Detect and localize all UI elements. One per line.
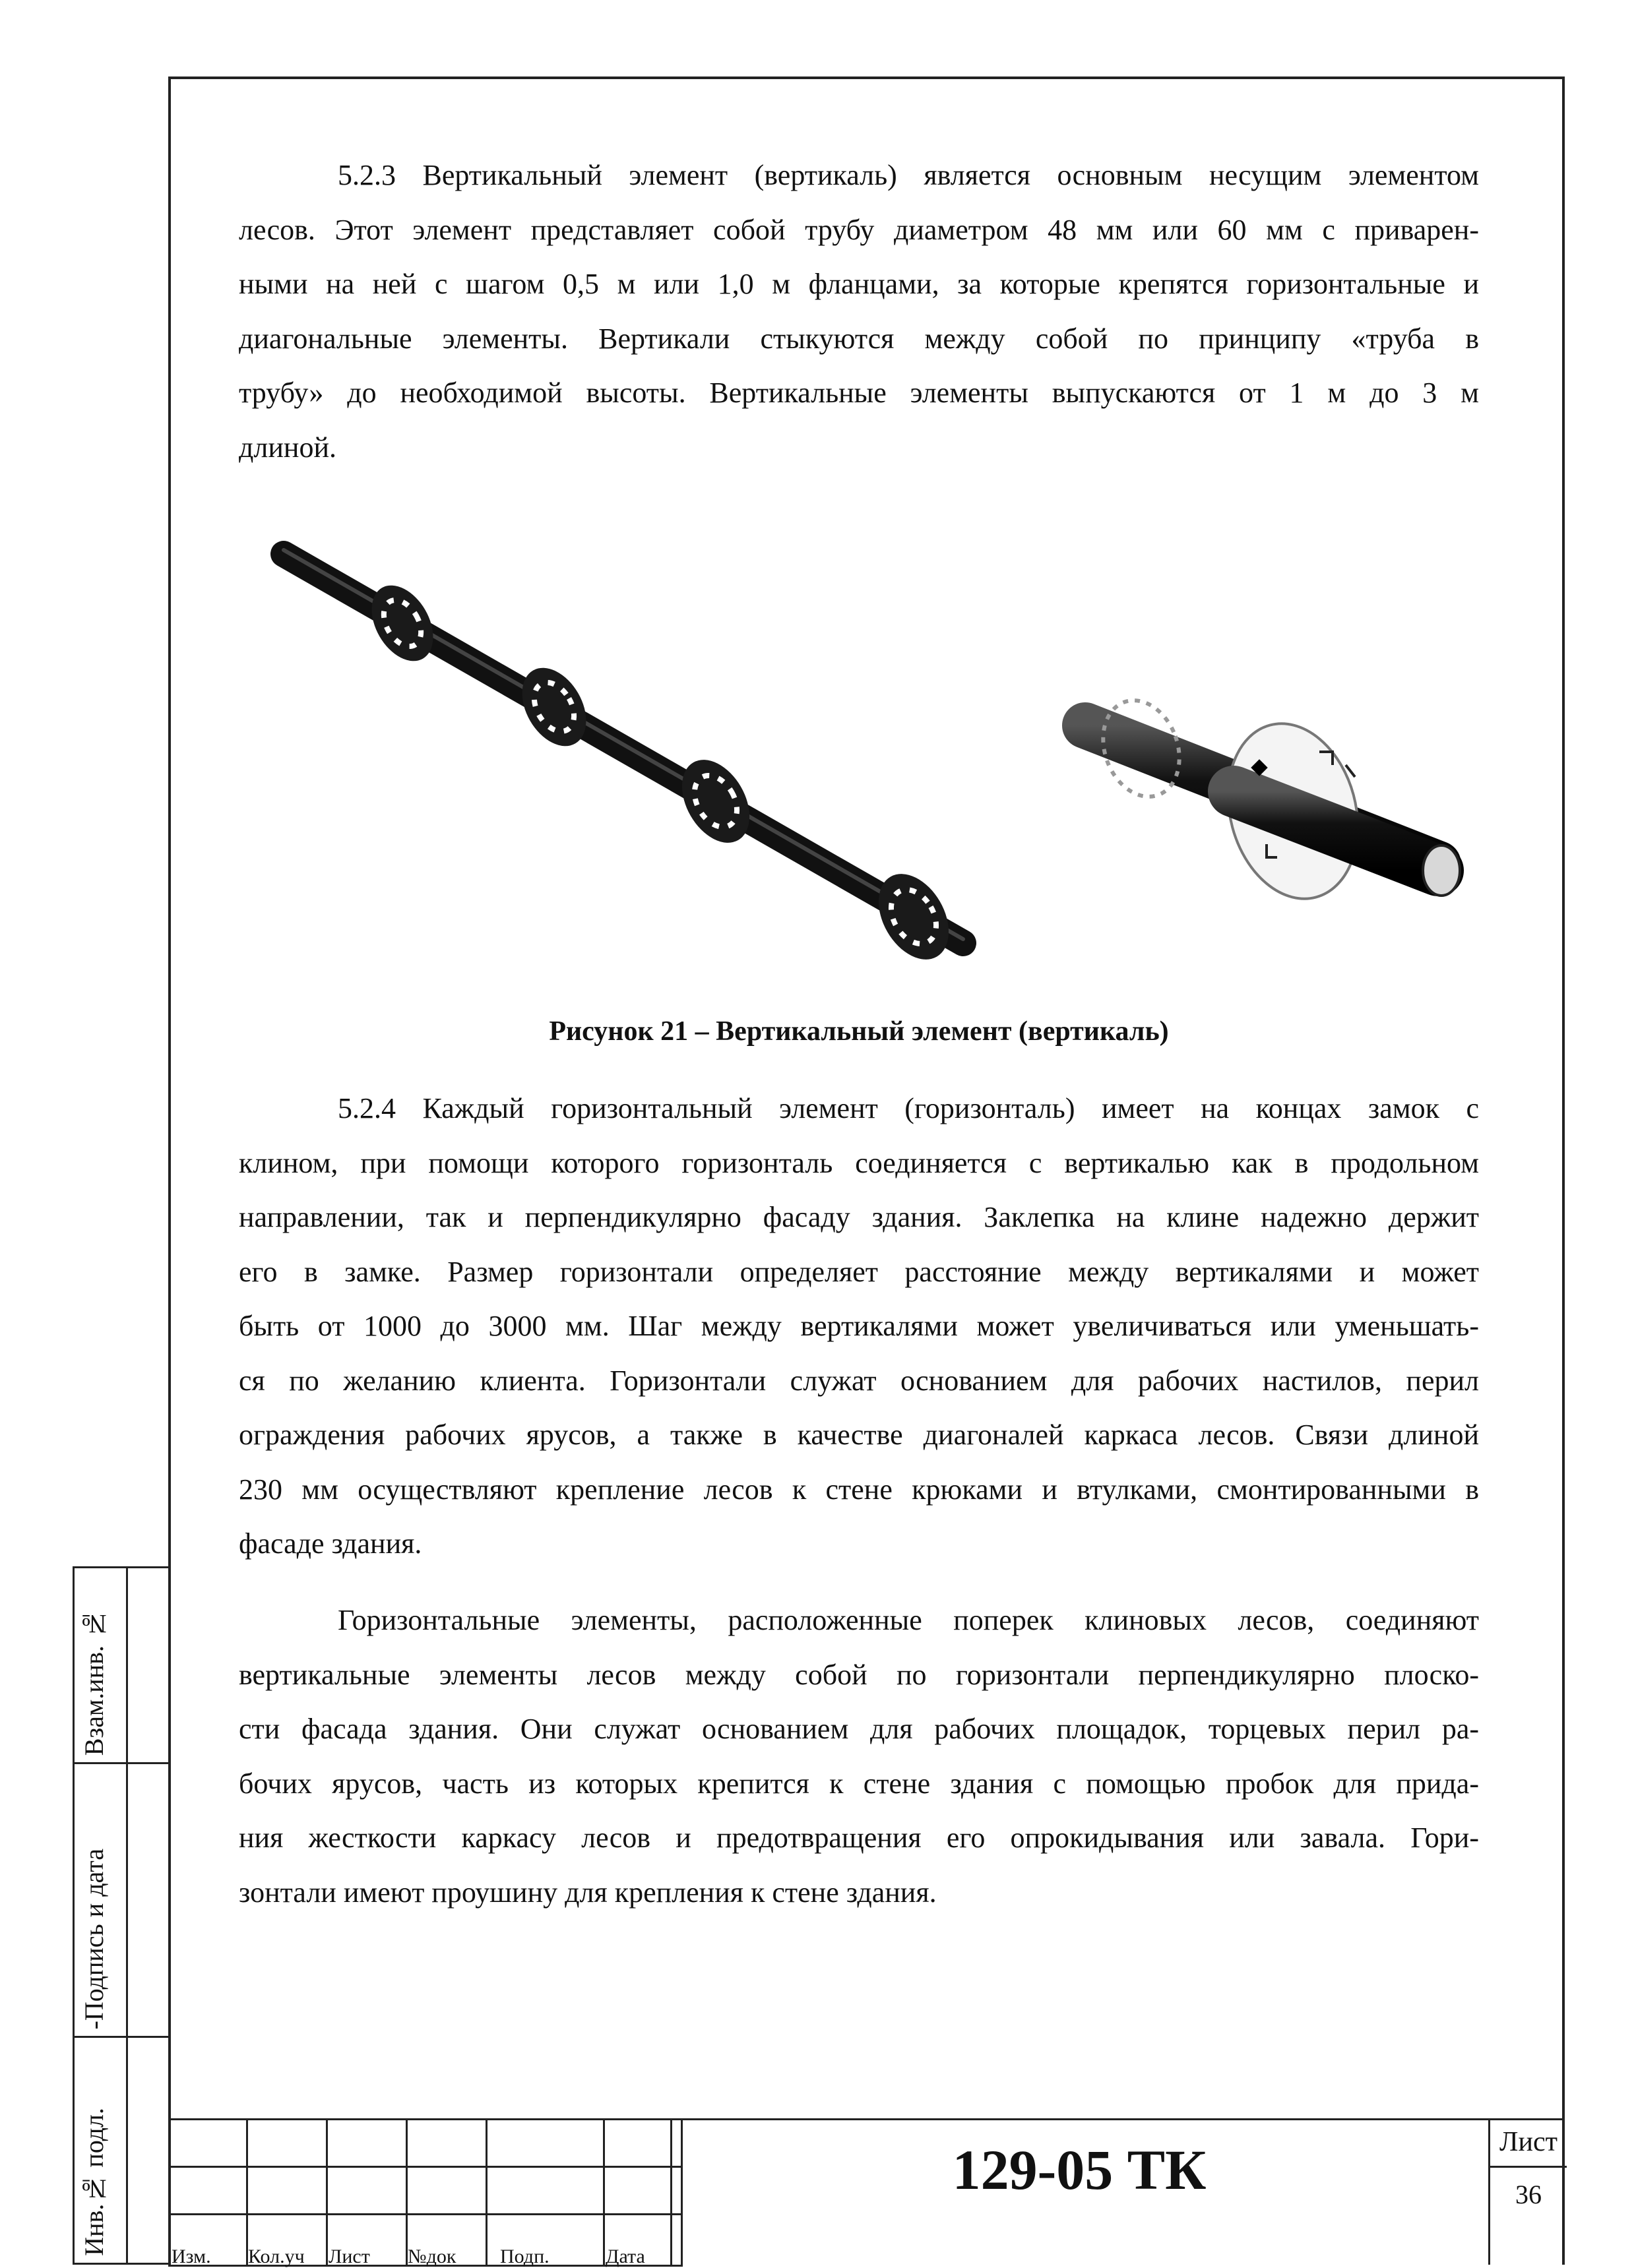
column-label: Кол.уч bbox=[248, 2246, 305, 2267]
text-line: быть от 1000 до 3000 мм. Шаг между вертикалями может увеличиваться или уменьшать- bbox=[239, 1310, 1479, 1342]
text-line: ся по желанию клиента. Горизонтали служат основанием для рабочих настилов, перил bbox=[239, 1364, 1479, 1397]
figure-vertical-element bbox=[264, 534, 1484, 996]
side-stamp-label: Инв.№ подл. bbox=[79, 2108, 109, 2256]
paragraph-5-2-3 bbox=[239, 148, 1479, 475]
text-line: лесов. Этот элемент представляет собой трубу диаметром 48 мм или 60 мм с приварен- bbox=[239, 213, 1479, 246]
text-line: зонтали имеют проушину для крепления к стене здания. bbox=[239, 1876, 937, 1909]
stamp-top-border bbox=[168, 2118, 1565, 2120]
side-stamp-podpis bbox=[73, 1762, 168, 2038]
paragraph-horizontal-elements bbox=[239, 1593, 1479, 1920]
text-line: фасаде здания. bbox=[239, 1527, 422, 1560]
text-line: ными на ней с шагом 0,5 м или 1,0 м фланцами, за которые крепятся горизонтальные и bbox=[239, 268, 1479, 300]
text-line: направлении, так и перпендикулярно фасаду здания. Заклепка на клине надежно держит bbox=[239, 1201, 1479, 1233]
sheet-number: 36 bbox=[1515, 2180, 1542, 2209]
sheet-label: Лист bbox=[1490, 2118, 1567, 2168]
document-code: 129-05 ТК bbox=[952, 2138, 1207, 2201]
text-line: его в замке. Размер горизонтали определяет расстояние между вертикалями и может bbox=[239, 1255, 1479, 1288]
text-line: трубу» до необходимой высоты. Вертикальные элементы выпускаются от 1 м до 3 м bbox=[239, 377, 1479, 409]
flange-icon bbox=[509, 657, 600, 758]
text-line: ния жесткости каркасу лесов и предотвращения его опрокидывания или завала. Гори- bbox=[239, 1822, 1479, 1854]
flange-icon bbox=[668, 748, 763, 855]
text-line: сти фасада здания. Они служат основанием для рабочих площадок, торцевых перил ра- bbox=[239, 1713, 1479, 1745]
flange-icon bbox=[864, 861, 963, 971]
side-stamp-label: Взам.инв. № bbox=[79, 1609, 109, 1756]
long-pipe-illustration bbox=[284, 550, 963, 972]
column-label: Дата bbox=[606, 2246, 645, 2267]
column-label: Изм. bbox=[172, 2246, 211, 2267]
column-label: Лист bbox=[329, 2246, 370, 2267]
figure-caption: Рисунок 21 – Вертикальный элемент (вертикаль) bbox=[549, 1016, 1169, 1047]
column-label: Подп. bbox=[500, 2246, 550, 2267]
text-line: 230 мм осуществляют крепление лесов к стене крюками и втулками, смонтированными в bbox=[239, 1473, 1479, 1506]
text-line: длиной. bbox=[239, 431, 336, 464]
text-line: вертикальные элементы лесов между собой по горизонтали перпендикулярно плоско- bbox=[239, 1658, 1479, 1691]
paragraph-5-2-4 bbox=[239, 1082, 1479, 1572]
column-label: №док bbox=[408, 2246, 456, 2267]
side-stamp-label: -Подпись и дата bbox=[79, 1848, 109, 2029]
text-line: бочих ярусов, часть из которых крепится к стене здания с помощью пробок для прида- bbox=[239, 1767, 1479, 1800]
text-line: клином, при помощи которого горизонталь соединяется с вертикалью как в продольном bbox=[239, 1146, 1479, 1179]
side-stamp-inv bbox=[73, 2036, 168, 2265]
flange-icon bbox=[359, 574, 445, 671]
text-line: 5.2.3 Вертикальный элемент (вертикаль) является основным несущим элементом bbox=[338, 159, 1479, 191]
text-line: Горизонтальные элементы, расположенные поперек клиновых лесов, соединяют bbox=[338, 1604, 1479, 1636]
revision-table bbox=[168, 2118, 683, 2267]
text-line: ограждения рабочих ярусов, а также в качестве диагоналей каркаса лесов. Связи длиной bbox=[239, 1419, 1479, 1451]
sheet-box bbox=[1488, 2118, 1567, 2265]
side-stamp-vzam bbox=[73, 1566, 168, 1764]
text-line: диагональные элементы. Вертикали стыкуются между собой по принципу «труба в bbox=[239, 322, 1479, 355]
pipe-detail-illustration bbox=[1085, 690, 1460, 913]
text-line: 5.2.4 Каждый горизонтальный элемент (горизонталь) имеет на концах замок с bbox=[338, 1092, 1479, 1124]
